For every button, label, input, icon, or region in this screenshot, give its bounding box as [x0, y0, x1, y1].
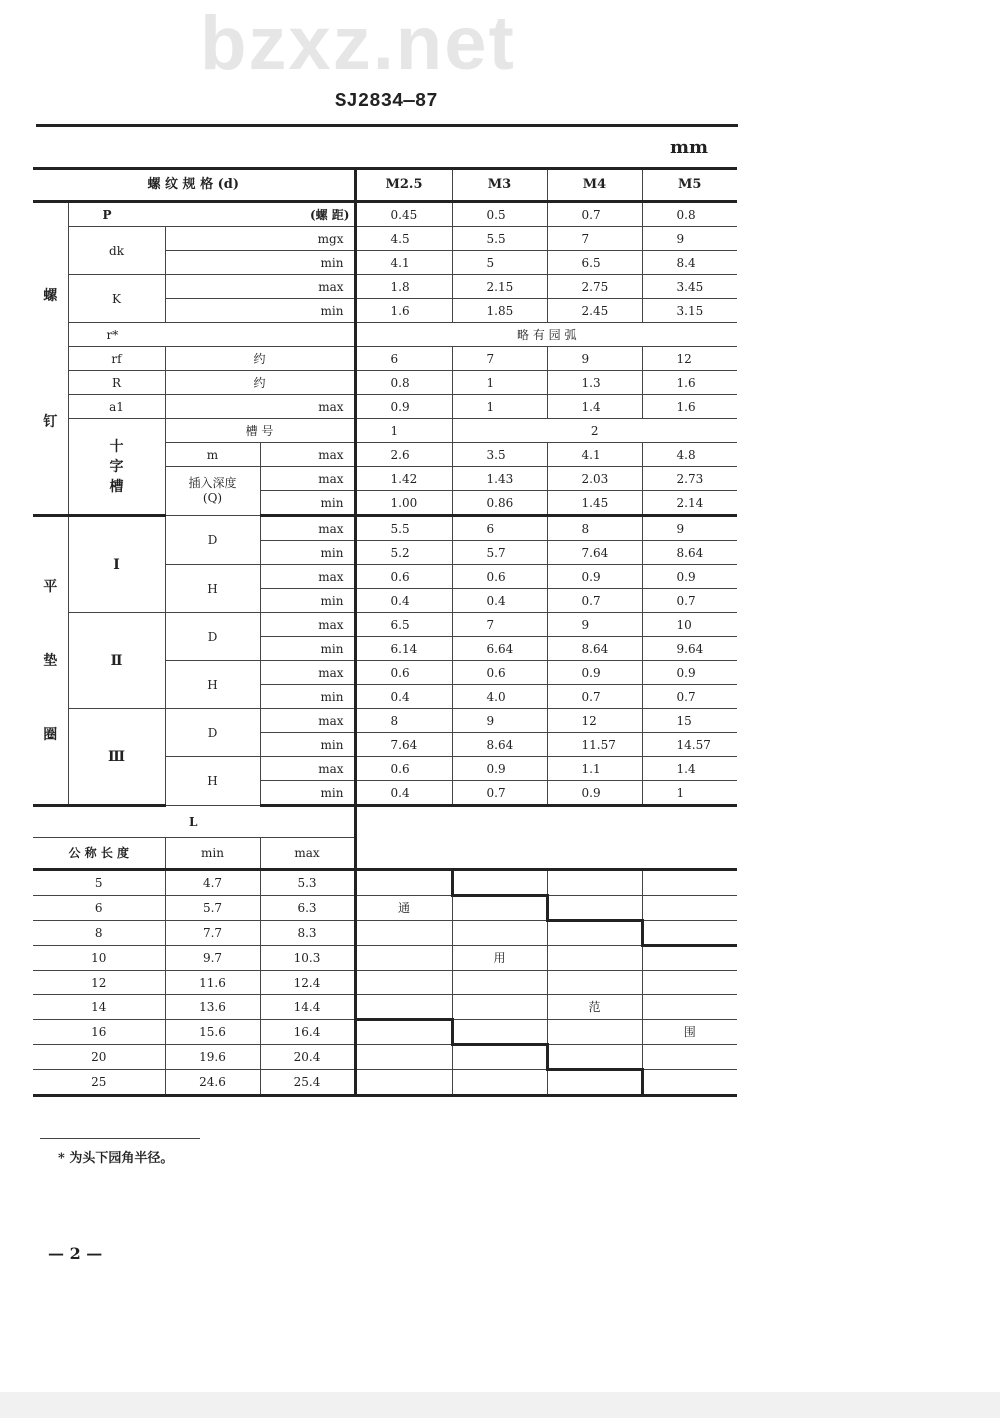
- blank-area: [355, 806, 737, 870]
- length-min: 9.7: [165, 946, 260, 971]
- cross-char: 字: [109, 458, 124, 475]
- depth-label: [165, 467, 260, 516]
- range-cell: 通: [355, 896, 452, 921]
- table-row: [33, 347, 737, 371]
- value-cell: 1.3: [547, 371, 642, 395]
- length-max: 10.3: [260, 946, 355, 971]
- screw-group-char: 螺: [43, 287, 58, 304]
- pitch-label: [68, 202, 355, 227]
- value-cell: 12: [547, 709, 642, 733]
- cross-char: 槽: [109, 478, 124, 495]
- value-cell: 1.4: [642, 757, 737, 781]
- bottom-band: [0, 1392, 1000, 1418]
- range-cell: [642, 995, 737, 1020]
- value-cell: 2.14: [642, 491, 737, 516]
- nominal-length: 12: [33, 971, 165, 995]
- value-cell: 4.1: [355, 251, 452, 275]
- cross-char: 十: [109, 438, 124, 455]
- a1-label: a1: [68, 395, 165, 419]
- table-row: [33, 395, 737, 419]
- table-row: [33, 709, 737, 733]
- table-row: [33, 870, 737, 896]
- value-cell: 3.5: [452, 443, 547, 467]
- value-cell: 2.03: [547, 467, 642, 491]
- table-row: [33, 323, 737, 347]
- value-cell: 1: [355, 419, 452, 443]
- washer-group-char: 垫: [43, 652, 58, 669]
- value-cell: 4.0: [452, 685, 547, 709]
- value-cell: 7: [452, 347, 547, 371]
- nominal-length: 6: [33, 896, 165, 921]
- spec-header: 螺 纹 规 格 (d): [33, 169, 355, 202]
- length-max: 5.3: [260, 870, 355, 896]
- h-label: H: [165, 757, 260, 806]
- value-cell: 1.00: [355, 491, 452, 516]
- value-cell: 1.4: [547, 395, 642, 419]
- value-cell: 0.86: [452, 491, 547, 516]
- value-cell: 0.4: [452, 589, 547, 613]
- table-row: [33, 1070, 737, 1096]
- approx-label: 约: [165, 371, 355, 395]
- value-cell: 8.64: [547, 637, 642, 661]
- limit-label: max: [260, 613, 355, 637]
- table-row: [33, 971, 737, 995]
- range-cell: [547, 946, 642, 971]
- limit-label: max: [165, 395, 355, 419]
- value-cell: 14.57: [642, 733, 737, 757]
- value-cell: 0.7: [452, 781, 547, 806]
- rf-label: rf: [68, 347, 165, 371]
- value-cell: 9: [547, 613, 642, 637]
- nominal-length: 14: [33, 995, 165, 1020]
- value-cell: 0.6: [355, 661, 452, 685]
- range-cell: [452, 1045, 547, 1070]
- value-cell: 10: [642, 613, 737, 637]
- value-cell: 7.64: [355, 733, 452, 757]
- value-cell: 5.2: [355, 541, 452, 565]
- value-cell: 0.9: [642, 565, 737, 589]
- value-cell: 8.4: [642, 251, 737, 275]
- value-cell: 1.6: [642, 395, 737, 419]
- range-cell: [547, 870, 642, 896]
- nominal-length: 25: [33, 1070, 165, 1096]
- limit-label: max: [260, 709, 355, 733]
- range-cell: [355, 870, 452, 896]
- range-cell: [642, 971, 737, 995]
- washer-type-III: Ⅲ: [68, 709, 165, 806]
- range-cell: [355, 995, 452, 1020]
- min-header: min: [165, 838, 260, 870]
- standard-code: SJ2834—87: [335, 90, 438, 112]
- table-row: [33, 995, 737, 1020]
- limit-label: min: [165, 251, 355, 275]
- limit-label: min: [260, 781, 355, 806]
- footnote-rule: [40, 1138, 200, 1139]
- d-label: D: [165, 516, 260, 565]
- value-cell: 0.5: [452, 202, 547, 227]
- nominal-length: 8: [33, 921, 165, 946]
- table-row: [33, 1020, 737, 1045]
- value-cell: 5.5: [452, 227, 547, 251]
- limit-label: mgx: [165, 227, 355, 251]
- range-cell: [642, 870, 737, 896]
- limit-label: min: [260, 685, 355, 709]
- range-cell: [547, 896, 642, 921]
- value-cell: 4.5: [355, 227, 452, 251]
- limit-label: min: [165, 299, 355, 323]
- range-cell: [355, 1045, 452, 1070]
- limit-label: max: [260, 661, 355, 685]
- size-header: M5: [642, 169, 737, 202]
- d-label: D: [165, 613, 260, 661]
- value-cell: 0.7: [547, 589, 642, 613]
- washer-type-I: I: [68, 516, 165, 613]
- limit-label: min: [260, 589, 355, 613]
- table-row: [33, 946, 737, 971]
- value-cell: 0.4: [355, 685, 452, 709]
- range-cell: [452, 896, 547, 921]
- range-cell: [452, 870, 547, 896]
- value-cell: 8.64: [642, 541, 737, 565]
- value-cell: 0.6: [452, 565, 547, 589]
- value-cell: 6: [452, 516, 547, 541]
- nominal-length: 20: [33, 1045, 165, 1070]
- limit-label: min: [260, 637, 355, 661]
- range-cell: [547, 1045, 642, 1070]
- nominal-length-header: 公 称 长 度: [33, 838, 165, 870]
- value-cell: 3.15: [642, 299, 737, 323]
- range-cell: [547, 971, 642, 995]
- spec-table: [33, 167, 737, 1097]
- value-cell: 0.9: [547, 781, 642, 806]
- screw-group-char: 钉: [43, 413, 58, 430]
- dk-label: dk: [68, 227, 165, 275]
- cross-slot-label: [68, 419, 165, 516]
- limit-label: min: [260, 491, 355, 516]
- range-cell: [355, 1020, 452, 1045]
- value-cell: 2.73: [642, 467, 737, 491]
- table-row: [33, 516, 737, 541]
- length-min: 4.7: [165, 870, 260, 896]
- limit-label: min: [260, 541, 355, 565]
- range-cell: [642, 1070, 737, 1096]
- value-cell: 0.9: [547, 565, 642, 589]
- table-row: [33, 613, 737, 637]
- value-cell: 0.4: [355, 589, 452, 613]
- table-row: [33, 806, 737, 838]
- value-cell: 15: [642, 709, 737, 733]
- length-min: 7.7: [165, 921, 260, 946]
- value-cell: 0.4: [355, 781, 452, 806]
- value-cell: 0.9: [355, 395, 452, 419]
- value-cell: 0.7: [642, 685, 737, 709]
- value-cell: 6.5: [547, 251, 642, 275]
- value-cell: 6: [355, 347, 452, 371]
- value-cell: 0.9: [547, 661, 642, 685]
- length-max: 16.4: [260, 1020, 355, 1045]
- value-cell: 2.6: [355, 443, 452, 467]
- value-cell: 2.45: [547, 299, 642, 323]
- value-cell: 7.64: [547, 541, 642, 565]
- value-cell: 5.5: [355, 516, 452, 541]
- range-cell: [642, 946, 737, 971]
- page-number: — 2 —: [48, 1244, 103, 1263]
- pitch-note: (螺 距): [309, 207, 350, 222]
- value-cell: 3.45: [642, 275, 737, 299]
- range-cell: [547, 921, 642, 946]
- value-cell: 7: [547, 227, 642, 251]
- unit-label: mm: [670, 137, 709, 158]
- value-cell: 0.9: [452, 757, 547, 781]
- table-row: [33, 921, 737, 946]
- value-cell: 4.8: [642, 443, 737, 467]
- length-min: 5.7: [165, 896, 260, 921]
- length-max: 8.3: [260, 921, 355, 946]
- value-cell: 6.64: [452, 637, 547, 661]
- washer-group-char: 圈: [43, 726, 58, 743]
- value-cell: 12: [642, 347, 737, 371]
- value-cell: 0.8: [642, 202, 737, 227]
- limit-label: max: [260, 516, 355, 541]
- value-cell: 0.7: [547, 685, 642, 709]
- R-label: R: [68, 371, 165, 395]
- limit-label: max: [260, 757, 355, 781]
- limit-label: max: [260, 443, 355, 467]
- value-cell: 9: [642, 516, 737, 541]
- value-cell: 1: [642, 781, 737, 806]
- length-max: 6.3: [260, 896, 355, 921]
- limit-label: max: [165, 275, 355, 299]
- value-cell: 0.45: [355, 202, 452, 227]
- value-cell: 8: [547, 516, 642, 541]
- limit-label: max: [260, 565, 355, 589]
- value-cell: 9: [642, 227, 737, 251]
- range-cell: [547, 1020, 642, 1045]
- r-note: 略 有 园 弧: [355, 323, 737, 347]
- length-max: 12.4: [260, 971, 355, 995]
- range-cell: [355, 921, 452, 946]
- nominal-length: 10: [33, 946, 165, 971]
- header-rule: [36, 124, 738, 127]
- range-cell: [547, 1070, 642, 1096]
- value-cell: 1.1: [547, 757, 642, 781]
- depth-text: 插入深度: [188, 476, 237, 490]
- screw-group-label: [33, 202, 68, 516]
- value-cell: 6.5: [355, 613, 452, 637]
- value-cell: 6.14: [355, 637, 452, 661]
- length-min: 24.6: [165, 1070, 260, 1096]
- value-cell: 0.6: [355, 565, 452, 589]
- range-cell: 范: [547, 995, 642, 1020]
- table-row: [33, 202, 737, 227]
- value-cell: 8.64: [452, 733, 547, 757]
- value-cell: 2.75: [547, 275, 642, 299]
- range-cell: [452, 921, 547, 946]
- value-cell: 0.7: [642, 589, 737, 613]
- table-row: [33, 169, 737, 202]
- value-cell: 1.45: [547, 491, 642, 516]
- value-cell: 9: [452, 709, 547, 733]
- value-cell: 0.6: [452, 661, 547, 685]
- value-cell: 1.8: [355, 275, 452, 299]
- length-min: 19.6: [165, 1045, 260, 1070]
- range-cell: 用: [452, 946, 547, 971]
- length-max: 20.4: [260, 1045, 355, 1070]
- value-cell: 1.43: [452, 467, 547, 491]
- h-label: H: [165, 565, 260, 613]
- d-label: D: [165, 709, 260, 757]
- value-cell: 5.7: [452, 541, 547, 565]
- size-header: M3: [452, 169, 547, 202]
- value-cell: 1: [452, 395, 547, 419]
- length-max: 14.4: [260, 995, 355, 1020]
- washer-group-char: 平: [43, 578, 58, 595]
- footnote: * 为头下园角半径。: [58, 1151, 174, 1166]
- p-symbol: P: [102, 207, 112, 222]
- value-cell: 1.6: [642, 371, 737, 395]
- range-cell: [452, 1020, 547, 1045]
- limit-label: max: [260, 467, 355, 491]
- size-header: M4: [547, 169, 642, 202]
- value-cell: 1.6: [355, 299, 452, 323]
- value-cell: 0.7: [547, 202, 642, 227]
- value-cell: 2: [452, 419, 737, 443]
- range-cell: [452, 1070, 547, 1096]
- washer-type-II: Ⅱ: [68, 613, 165, 709]
- watermark: bzxz.net: [200, 1, 516, 86]
- max-header: max: [260, 838, 355, 870]
- range-cell: [452, 995, 547, 1020]
- value-cell: 8: [355, 709, 452, 733]
- table-row: [33, 896, 737, 921]
- value-cell: 0.9: [642, 661, 737, 685]
- length-min: 15.6: [165, 1020, 260, 1045]
- range-cell: [642, 921, 737, 946]
- range-cell: [452, 971, 547, 995]
- table-row: [33, 419, 737, 443]
- length-max: 25.4: [260, 1070, 355, 1096]
- length-header: L: [33, 806, 355, 838]
- range-cell: [642, 1045, 737, 1070]
- value-cell: 4.1: [547, 443, 642, 467]
- range-cell: [355, 1070, 452, 1096]
- nominal-length: 5: [33, 870, 165, 896]
- value-cell: 9.64: [642, 637, 737, 661]
- table-row: [33, 227, 737, 251]
- washer-group-label: [33, 516, 68, 806]
- value-cell: 7: [452, 613, 547, 637]
- depth-q: (Q): [202, 491, 223, 505]
- value-cell: 0.8: [355, 371, 452, 395]
- slot-no-label: 槽 号: [165, 419, 355, 443]
- m-label: m: [165, 443, 260, 467]
- value-cell: 5: [452, 251, 547, 275]
- range-cell: [355, 971, 452, 995]
- h-label: H: [165, 661, 260, 709]
- table-row: [33, 275, 737, 299]
- range-cell: 围: [642, 1020, 737, 1045]
- r-label: r*: [68, 323, 355, 347]
- limit-label: min: [260, 733, 355, 757]
- range-cell: [355, 946, 452, 971]
- length-min: 13.6: [165, 995, 260, 1020]
- value-cell: 1.42: [355, 467, 452, 491]
- approx-label: 约: [165, 347, 355, 371]
- value-cell: 1.85: [452, 299, 547, 323]
- range-cell: [642, 896, 737, 921]
- k-label: K: [68, 275, 165, 323]
- value-cell: 11.57: [547, 733, 642, 757]
- value-cell: 0.6: [355, 757, 452, 781]
- nominal-length: 16: [33, 1020, 165, 1045]
- value-cell: 2.15: [452, 275, 547, 299]
- length-min: 11.6: [165, 971, 260, 995]
- table-row: [33, 1045, 737, 1070]
- value-cell: 9: [547, 347, 642, 371]
- value-cell: 1: [452, 371, 547, 395]
- table-row: [33, 371, 737, 395]
- size-header: M2.5: [355, 169, 452, 202]
